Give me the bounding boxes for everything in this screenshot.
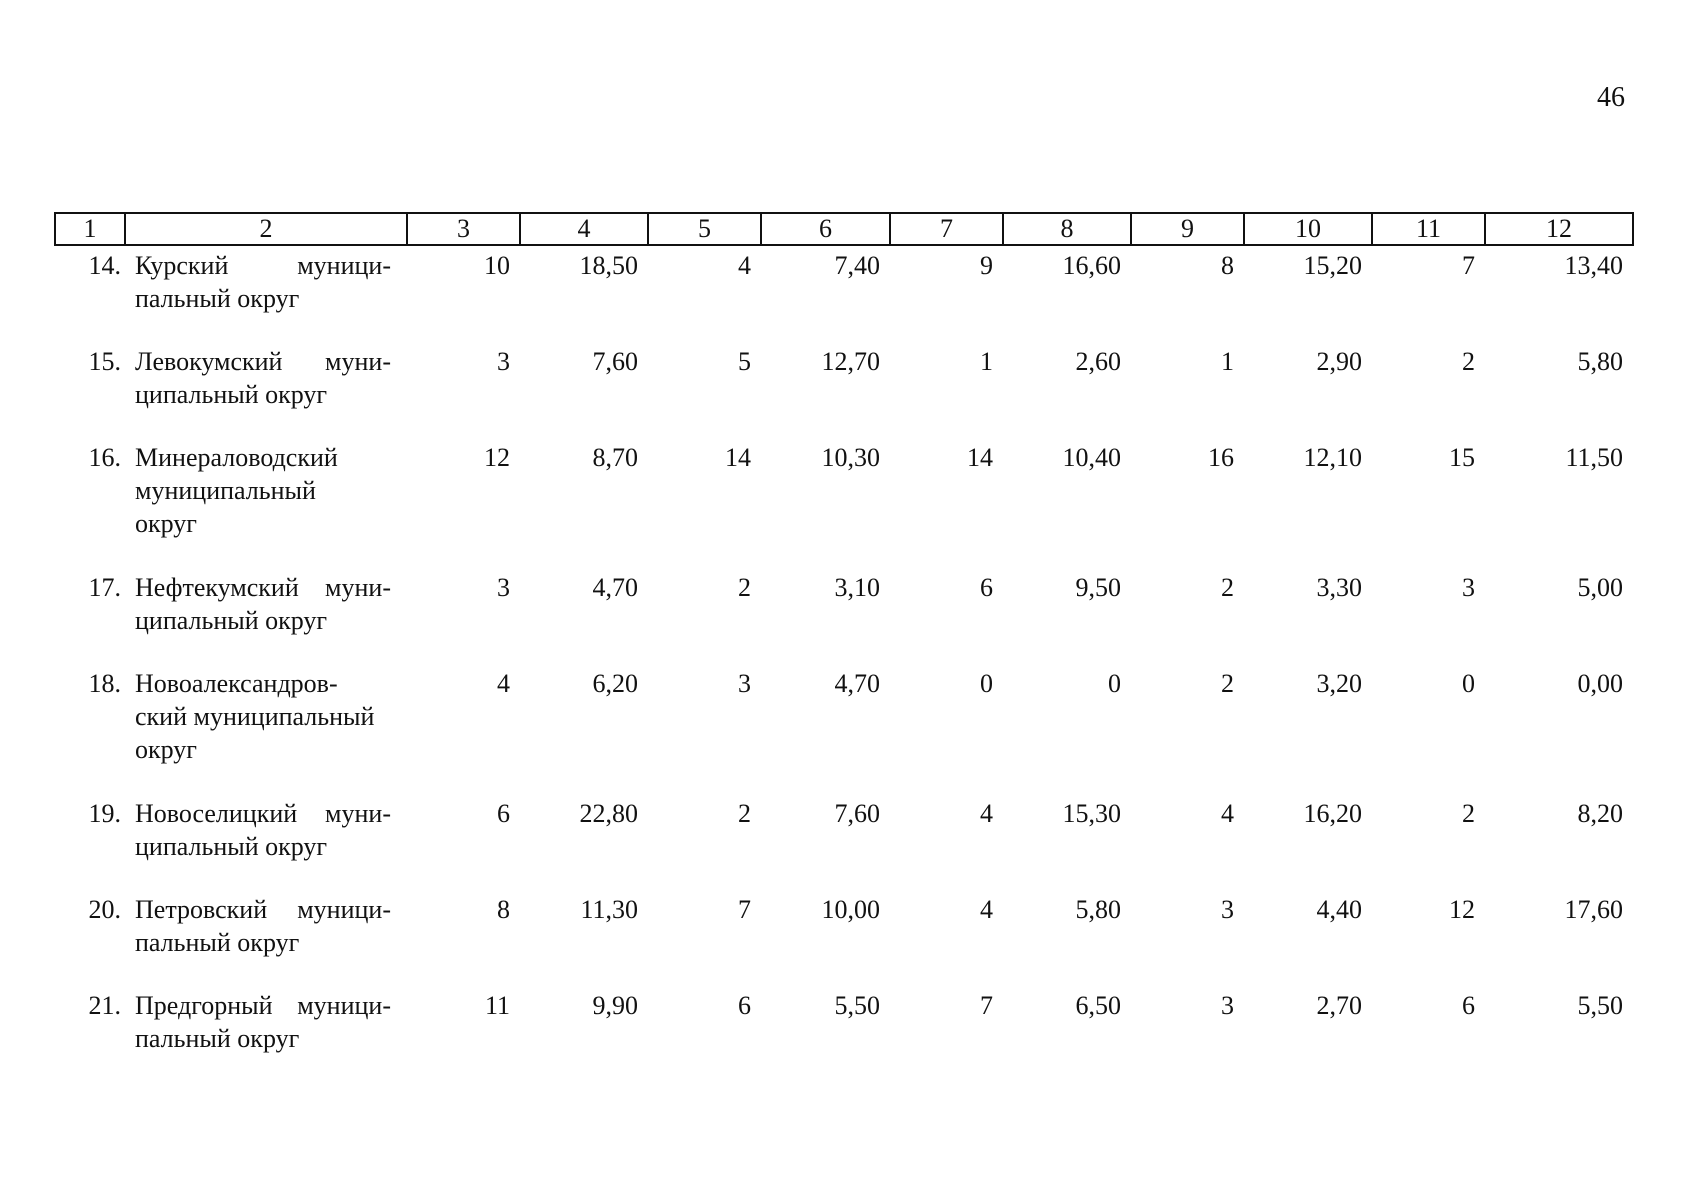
table-row	[55, 245, 1633, 342]
district-name-word: ципальный округ	[135, 606, 328, 635]
district-name-line	[135, 830, 391, 863]
value-cell-col-12: 13,40	[1564, 251, 1623, 280]
district-name-word: муни-	[325, 573, 391, 602]
value-cell-col-12: 5,50	[1577, 991, 1623, 1020]
district-name-line	[135, 1022, 391, 1055]
value-cell-col-12: 0,00	[1577, 669, 1623, 698]
column-header-4: 4	[520, 213, 648, 245]
value-cell-col-3: 6	[497, 799, 510, 828]
column-header-12: 12	[1485, 213, 1633, 245]
row-index: 15.	[88, 347, 121, 376]
district-name-line	[135, 926, 391, 959]
district-name-word: муниципальный	[135, 476, 316, 505]
table-row	[55, 438, 1633, 568]
value-cell-col-6: 5,50	[834, 991, 880, 1020]
district-name-word: муници-	[297, 991, 391, 1020]
value-cell-col-6: 3,10	[834, 573, 880, 602]
value-cell-col-11: 6	[1462, 991, 1475, 1020]
district-name	[125, 438, 407, 568]
row-index: 17.	[88, 573, 121, 602]
value-cell-col-11: 3	[1462, 573, 1475, 602]
district-name	[125, 794, 407, 890]
value-cell-col-4: 8,70	[592, 443, 638, 472]
value-cell-col-4: 11,30	[580, 895, 638, 924]
row-index: 16.	[88, 443, 121, 472]
table-row	[55, 794, 1633, 890]
statistics-table	[54, 212, 1634, 1082]
table-row	[55, 890, 1633, 986]
value-cell-col-10: 3,20	[1316, 669, 1362, 698]
district-name	[125, 890, 407, 986]
district-name	[125, 664, 407, 794]
row-index: 19.	[88, 799, 121, 828]
value-cell-col-8: 16,60	[1062, 251, 1121, 280]
district-name-word: муни-	[325, 347, 391, 376]
value-cell-col-11: 7	[1462, 251, 1475, 280]
district-name-word: Новоалександров-	[135, 669, 338, 698]
value-cell-col-10: 2,70	[1316, 991, 1362, 1020]
district-name-word: ципальный округ	[135, 380, 328, 409]
value-cell-col-5: 6	[738, 991, 751, 1020]
district-name-word: пальный округ	[135, 1024, 300, 1053]
value-cell-col-9: 16	[1208, 443, 1234, 472]
column-header-2: 2	[125, 213, 407, 245]
column-header-9: 9	[1131, 213, 1244, 245]
value-cell-col-4: 6,20	[592, 669, 638, 698]
district-name-line	[135, 441, 391, 474]
column-header-5: 5	[648, 213, 761, 245]
district-name-line	[135, 733, 391, 766]
table-header	[55, 213, 1633, 245]
value-cell-col-8: 9,50	[1075, 573, 1121, 602]
value-cell-col-3: 11	[484, 991, 510, 1020]
value-cell-col-5: 7	[738, 895, 751, 924]
value-cell-col-5: 3	[738, 669, 751, 698]
value-cell-col-9: 8	[1221, 251, 1234, 280]
table-row	[55, 342, 1633, 438]
district-name-word: округ	[135, 509, 197, 538]
value-cell-col-10: 16,20	[1303, 799, 1362, 828]
value-cell-col-5: 2	[738, 799, 751, 828]
value-cell-col-3: 10	[484, 251, 510, 280]
district-name-line	[135, 345, 391, 378]
value-cell-col-9: 3	[1221, 991, 1234, 1020]
district-name-word: Предгорный	[135, 991, 273, 1020]
value-cell-col-3: 3	[497, 573, 510, 602]
value-cell-col-11: 12	[1449, 895, 1475, 924]
value-cell-col-9: 4	[1221, 799, 1234, 828]
district-name-line	[135, 282, 391, 315]
value-cell-col-5: 2	[738, 573, 751, 602]
value-cell-col-12: 11,50	[1565, 443, 1623, 472]
district-name	[125, 245, 407, 342]
value-cell-col-3: 12	[484, 443, 510, 472]
district-name-line	[135, 667, 391, 700]
value-cell-col-8: 2,60	[1075, 347, 1121, 376]
value-cell-col-12: 17,60	[1564, 895, 1623, 924]
value-cell-col-6: 7,60	[834, 799, 880, 828]
value-cell-col-7: 4	[980, 895, 993, 924]
table-body	[55, 245, 1633, 1082]
value-cell-col-6: 10,30	[821, 443, 880, 472]
district-name-line	[135, 989, 391, 1022]
row-index: 18.	[88, 669, 121, 698]
value-cell-col-3: 8	[497, 895, 510, 924]
district-name-word: пальный округ	[135, 284, 300, 313]
value-cell-col-4: 4,70	[592, 573, 638, 602]
district-name-word: Курский	[135, 251, 229, 280]
value-cell-col-8: 10,40	[1062, 443, 1121, 472]
value-cell-col-10: 2,90	[1316, 347, 1362, 376]
table-row	[55, 986, 1633, 1082]
value-cell-col-7: 0	[980, 669, 993, 698]
district-name-word: ский муниципальный	[135, 702, 375, 731]
value-cell-col-7: 7	[980, 991, 993, 1020]
value-cell-col-6: 10,00	[821, 895, 880, 924]
value-cell-col-7: 9	[980, 251, 993, 280]
district-name-word: ципальный округ	[135, 832, 328, 861]
row-index: 21.	[88, 991, 121, 1020]
value-cell-col-6: 4,70	[834, 669, 880, 698]
district-name-line	[135, 571, 391, 604]
value-cell-col-6: 7,40	[834, 251, 880, 280]
column-header-3: 3	[407, 213, 520, 245]
value-cell-col-4: 9,90	[592, 991, 638, 1020]
value-cell-col-11: 0	[1462, 669, 1475, 698]
district-name-line	[135, 604, 391, 637]
value-cell-col-8: 0	[1108, 669, 1121, 698]
value-cell-col-4: 18,50	[579, 251, 638, 280]
district-name-word: муници-	[297, 895, 391, 924]
district-name-line	[135, 249, 391, 282]
table-row	[55, 568, 1633, 664]
column-header-10: 10	[1244, 213, 1372, 245]
district-name-word: муни-	[325, 799, 391, 828]
value-cell-col-9: 2	[1221, 669, 1234, 698]
district-name-word: Левокумский	[135, 347, 283, 376]
district-name-line	[135, 507, 391, 540]
value-cell-col-5: 4	[738, 251, 751, 280]
district-name-line	[135, 893, 391, 926]
value-cell-col-5: 5	[738, 347, 751, 376]
row-index: 14.	[88, 251, 121, 280]
value-cell-col-5: 14	[725, 443, 751, 472]
value-cell-col-3: 4	[497, 669, 510, 698]
value-cell-col-7: 4	[980, 799, 993, 828]
district-name-line	[135, 378, 391, 411]
value-cell-col-7: 1	[980, 347, 993, 376]
value-cell-col-8: 6,50	[1075, 991, 1121, 1020]
row-index: 20.	[88, 895, 121, 924]
district-name-word: Нефтекумский	[135, 573, 299, 602]
page-number: 46	[1597, 82, 1625, 113]
column-header-11: 11	[1372, 213, 1485, 245]
column-header-6: 6	[761, 213, 890, 245]
value-cell-col-8: 5,80	[1075, 895, 1121, 924]
value-cell-col-3: 3	[497, 347, 510, 376]
district-name-line	[135, 797, 391, 830]
district-name-word: округ	[135, 735, 197, 764]
district-name-word: Минераловодский	[135, 443, 338, 472]
value-cell-col-12: 5,80	[1577, 347, 1623, 376]
header-row	[55, 213, 1633, 245]
district-name-word: Петровский	[135, 895, 268, 924]
value-cell-col-4: 7,60	[592, 347, 638, 376]
value-cell-col-4: 22,80	[579, 799, 638, 828]
value-cell-col-11: 2	[1462, 347, 1475, 376]
value-cell-col-12: 5,00	[1577, 573, 1623, 602]
value-cell-col-8: 15,30	[1062, 799, 1121, 828]
value-cell-col-9: 2	[1221, 573, 1234, 602]
column-header-1: 1	[55, 213, 125, 245]
district-name-word: пальный округ	[135, 928, 300, 957]
value-cell-col-9: 1	[1221, 347, 1234, 376]
column-header-8: 8	[1003, 213, 1131, 245]
district-name-line	[135, 700, 391, 733]
table-row	[55, 664, 1633, 794]
value-cell-col-7: 6	[980, 573, 993, 602]
district-name	[125, 342, 407, 438]
value-cell-col-6: 12,70	[821, 347, 880, 376]
district-name-word: муници-	[297, 251, 391, 280]
value-cell-col-10: 15,20	[1303, 251, 1362, 280]
value-cell-col-11: 2	[1462, 799, 1475, 828]
value-cell-col-9: 3	[1221, 895, 1234, 924]
district-name	[125, 568, 407, 664]
value-cell-col-10: 12,10	[1303, 443, 1362, 472]
column-header-7: 7	[890, 213, 1003, 245]
district-name	[125, 986, 407, 1082]
district-name-word: Новоселицкий	[135, 799, 298, 828]
value-cell-col-11: 15	[1449, 443, 1475, 472]
value-cell-col-10: 3,30	[1316, 573, 1362, 602]
district-name-line	[135, 474, 391, 507]
value-cell-col-12: 8,20	[1577, 799, 1623, 828]
value-cell-col-7: 14	[967, 443, 993, 472]
value-cell-col-10: 4,40	[1316, 895, 1362, 924]
